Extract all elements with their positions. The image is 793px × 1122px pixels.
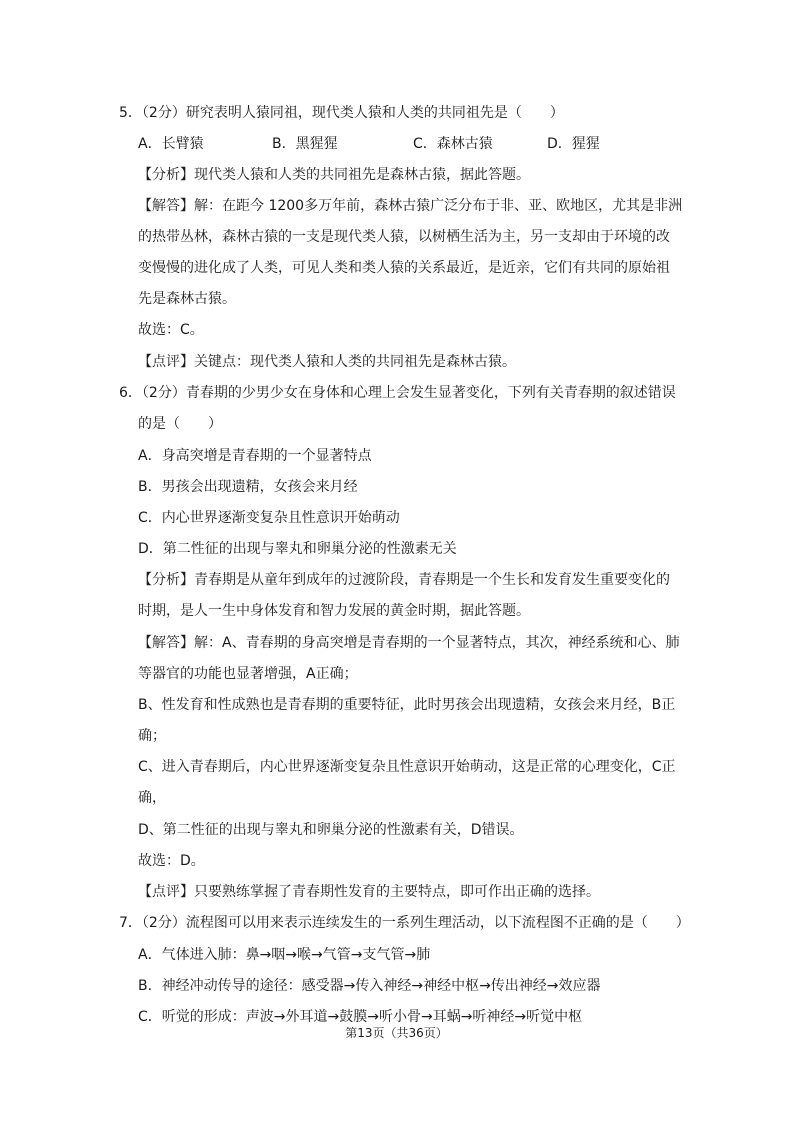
q5-option-a: A．长臂猿 (138, 136, 204, 152)
q5-option-c: C．森林古猿 (413, 136, 493, 152)
q6-option-a: A．身高突增是青春期的一个显著特点 (138, 448, 372, 464)
q6-answer-line: C、进入青春期后，内心世界逐渐变复杂且性意识开始萌动，这是正常的心理变化，C正 (138, 759, 676, 775)
q5-answer-line: 变慢慢的进化成了人类，可见人类和类人猿的关系最近，是近亲，它们有共同的原始祖 (138, 260, 670, 276)
page-footer: 第13页（共36页） (345, 1026, 448, 1040)
q5-option-b: B．黑猩猩 (272, 136, 338, 152)
q5-answer-line: 的热带丛林，森林古猿的一支是现代类人猿，以树栖生活为主，另一支却由于环境的改 (138, 229, 670, 245)
q5-stem: 5．（2分）研究表明人猿同祖，现代类人猿和人类的共同祖先是（ ） (119, 105, 564, 121)
q6-option-b: B．男孩会出现遗精，女孩会来月经 (138, 479, 358, 495)
q5-comment: 【点评】关键点：现代类人猿和人类的共同祖先是森林古猿。 (138, 354, 516, 370)
q6-stem-line: 6．（2分）青春期的少男少女在身体和心理上会发生显著变化，下列有关青春期的叙述错误 (119, 385, 676, 401)
q6-answer-line: D、第二性征的出现与睾丸和卵巢分泌的性激素有关，D错误。 (138, 822, 524, 838)
q6-answer-line: 确； (138, 728, 166, 744)
q5-analysis: 【分析】现代类人猿和人类的共同祖先是森林古猿，据此答题。 (138, 167, 530, 183)
q5-answer-line: 先是森林古猿。 (138, 291, 236, 307)
q6-analysis-line: 【分析】青春期是从童年到成年的过渡阶段，青春期是一个生长和发育发生重要变化的 (138, 572, 670, 588)
q7-option-a: A．气体进入肺：鼻→咽→喉→气管→支气管→肺 (138, 947, 431, 963)
q6-stem-line: 的是（ ） (138, 416, 222, 432)
q6-answer-line: 等器官的功能也显著增强，A正确； (138, 666, 358, 682)
q6-answer-line: 【解答】解：A、青春期的身高突增是青春期的一个显著特点，其次，神经系统和心、肺 (138, 635, 680, 651)
q5-choice: 故选：C。 (138, 322, 204, 338)
q6-option-d: D．第二性征的出现与睾丸和卵巢分泌的性激素无关 (138, 541, 457, 557)
q5-option-d: D．猩猩 (547, 136, 600, 152)
q5-answer-line: 【解答】解：在距今 1200多万年前，森林古猿广泛分布于非、亚、欧地区，尤其是非洲 (138, 198, 683, 214)
q7-option-b: B．神经冲动传导的途径：感受器→传入神经→神经中枢→传出神经→效应器 (138, 978, 601, 994)
q6-answer-line: 确， (138, 790, 166, 806)
q7-option-c: C．听觉的形成：声波→外耳道→鼓膜→听小骨→耳蜗→听神经→听觉中枢 (138, 1009, 583, 1025)
q6-analysis-line: 时期，是人一生中身体发育和智力发展的黄金时期，据此答题。 (138, 603, 530, 619)
q6-option-c: C．内心世界逐渐变复杂且性意识开始萌动 (138, 510, 400, 526)
q6-comment: 【点评】只要熟练掌握了青春期性发育的主要特点，即可作出正确的选择。 (138, 884, 600, 900)
q6-answer-line: B、性发育和性成熟也是青春期的重要特征，此时男孩会出现遗精，女孩会来月经，B正 (138, 697, 676, 713)
q6-choice: 故选：D。 (138, 853, 205, 869)
q7-stem: 7．（2分）流程图可以用来表示连续发生的一系列生理活动，以下流程图不正确的是（ ） (119, 915, 690, 931)
